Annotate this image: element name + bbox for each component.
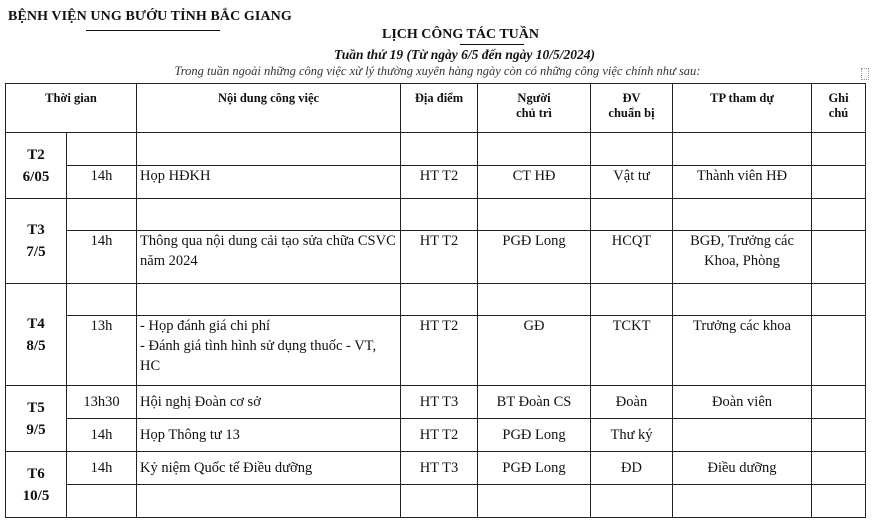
day-name: T3: [27, 222, 45, 238]
day-name: T4: [27, 315, 45, 332]
location-cell: HT T3: [401, 386, 478, 419]
schedule-title: LỊCH CÔNG TÁC TUẦN: [382, 27, 540, 42]
table-row: [6, 419, 866, 452]
day-date: 10/5: [22, 487, 50, 504]
note-cell: [812, 166, 866, 199]
col-header-note: [812, 84, 866, 133]
prep-header-line2: chuẩn bị: [608, 106, 655, 120]
prep-cell: TCKT: [591, 316, 673, 386]
prep-cell: Vật tư: [591, 166, 673, 199]
table-row: [6, 166, 866, 199]
host-header-line1: Người: [517, 91, 551, 105]
table-row: [6, 386, 866, 419]
prep-cell: Thư ký: [591, 419, 673, 452]
note-cell: [812, 419, 866, 452]
host-cell: BT Đoàn CS: [478, 386, 591, 419]
intro-text: Trong tuần ngoài những công việc xử lý thường xuyên hàng ngày còn có những công việc chính như sau:: [174, 64, 701, 78]
note-cell: [812, 231, 866, 284]
attendees-cell: [673, 419, 812, 452]
header-row: [6, 84, 866, 133]
location-cell: HT T2: [401, 231, 478, 284]
day-cell-t2: [6, 133, 67, 199]
time-cell: 14h: [67, 419, 137, 452]
col-header-prep: [591, 84, 673, 133]
attendees-cell: Trưởng các khoa: [673, 316, 812, 386]
organization-name: BỆNH VIỆN UNG BƯỚU TỈNH BẮC GIANG: [8, 9, 292, 24]
host-cell: PGĐ Long: [478, 452, 591, 485]
time-cell: 13h30: [67, 386, 137, 419]
table-row: [6, 284, 866, 316]
content-cell: Thông qua nội dung cải tạo sửa chữa CSVC năm 2024: [137, 231, 401, 284]
time-cell: 14h: [67, 452, 137, 485]
day-name: T6: [27, 465, 45, 482]
day-cell-t6: [6, 452, 67, 518]
content-cell: Kỷ niệm Quốc tế Điều dưỡng: [137, 452, 401, 485]
content-line-1: - Họp đánh giá chi phí: [140, 318, 271, 334]
host-cell: PGĐ Long: [478, 231, 591, 284]
prep-cell: Đoàn: [591, 386, 673, 419]
content-cell: Hội nghị Đoàn cơ sở: [137, 386, 401, 419]
note-header-line1: Ghi: [828, 91, 849, 105]
day-date: 8/5: [26, 337, 46, 354]
week-subtitle: Tuần thứ 19 (Từ ngày 6/5 đến ngày 10/5/2024): [334, 47, 595, 62]
day-date: 9/5: [26, 421, 46, 438]
title-underline: [460, 44, 524, 45]
table-row: [6, 231, 866, 284]
day-name: T2: [27, 146, 45, 163]
schedule-table: [5, 83, 866, 518]
content-cell: Họp Thông tư 13: [137, 419, 401, 452]
day-cell-t5: [6, 386, 67, 452]
prep-cell: HCQT: [591, 231, 673, 284]
day-date: 6/05: [22, 168, 50, 185]
note-header-line2: chú: [828, 106, 849, 120]
day-cell-t4: [6, 284, 67, 386]
time-cell: 14h: [67, 231, 137, 284]
host-cell: PGĐ Long: [478, 419, 591, 452]
attendees-cell: Đoàn viên: [673, 386, 812, 419]
col-header-time: Thời gian: [6, 84, 137, 133]
location-cell: HT T3: [401, 452, 478, 485]
scroll-handle[interactable]: [861, 68, 869, 80]
col-header-content: Nội dung công việc: [137, 84, 401, 133]
note-cell: [812, 452, 866, 485]
day-name: T5: [27, 399, 45, 416]
col-header-host: [478, 84, 591, 133]
prep-header-line1: ĐV: [622, 91, 641, 105]
table-row: [6, 316, 866, 386]
note-cell: [812, 316, 866, 386]
content-cell: Họp HĐKH: [137, 166, 401, 199]
organization-underline: [86, 30, 220, 31]
location-cell: HT T2: [401, 316, 478, 386]
time-cell: 13h: [67, 316, 137, 386]
attendees-cell: Điều dưỡng: [673, 452, 812, 485]
table-row: [6, 199, 866, 231]
host-header-line2: chủ trì: [516, 106, 552, 120]
attendees-cell: BGĐ, Trưởng các Khoa, Phòng: [673, 231, 812, 284]
location-cell: HT T2: [401, 166, 478, 199]
host-cell: CT HĐ: [478, 166, 591, 199]
attendees-cell: Thành viên HĐ: [673, 166, 812, 199]
table-row: [6, 485, 866, 518]
location-cell: HT T2: [401, 419, 478, 452]
content-line-2: - Đánh giá tình hình sử dụng thuốc - VT, HC: [140, 338, 377, 374]
day-date: 7/5: [26, 244, 46, 260]
time-cell: 14h: [67, 166, 137, 199]
note-cell: [812, 386, 866, 419]
col-header-attendees: TP tham dự: [673, 84, 812, 133]
table-row: [6, 452, 866, 485]
day-cell-t3: [6, 199, 67, 284]
prep-cell: ĐD: [591, 452, 673, 485]
content-cell: [137, 316, 401, 386]
host-cell: GĐ: [478, 316, 591, 386]
table-row: [6, 133, 866, 166]
col-header-location: Địa điểm: [401, 84, 478, 133]
